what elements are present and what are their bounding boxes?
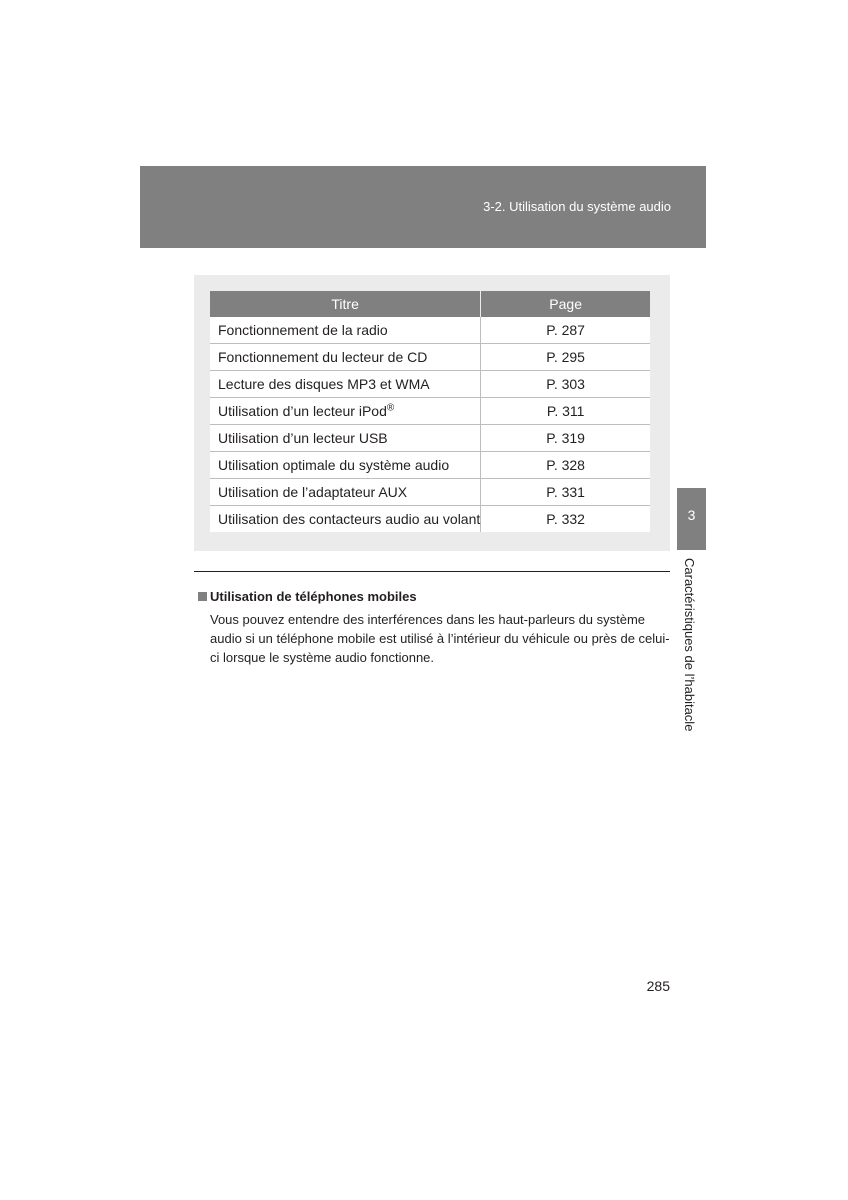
table-header-row (210, 291, 650, 317)
chapter-title-vertical: Caractéristiques de l’habitacle (682, 558, 697, 732)
row-title: Utilisation d’un lecteur USB (210, 425, 481, 452)
column-header-page: Page (481, 291, 650, 317)
table-row (210, 452, 650, 479)
note-heading-text: Utilisation de téléphones mobiles (210, 589, 417, 604)
table-row (210, 479, 650, 506)
registered-mark: ® (386, 402, 395, 414)
row-page-ref[interactable]: P. 303 (481, 371, 650, 398)
section-header-bar (140, 166, 706, 248)
table-row (210, 425, 650, 452)
section-divider (194, 571, 670, 572)
square-bullet-icon (198, 592, 207, 601)
row-title-cell (210, 398, 481, 425)
row-title: Lecture des disques MP3 et WMA (210, 371, 481, 398)
row-page-ref[interactable]: P. 287 (481, 317, 650, 344)
row-page-ref[interactable]: P. 295 (481, 344, 650, 371)
note-body: Vous pouvez entendre des interférences dans les haut-parleurs du système audio si un téléphone mobile est utilisé à l’intérieur du véhicule ou près de celui-ci lorsque le système audio fonctionne. (210, 612, 670, 665)
table-row (210, 506, 650, 533)
note-heading (198, 589, 417, 604)
contents-panel (194, 275, 670, 551)
table-row (210, 398, 650, 425)
row-page-ref[interactable]: P. 332 (546, 511, 585, 527)
table-row (210, 371, 650, 398)
row-page-ref[interactable]: P. 319 (481, 425, 650, 452)
table-row (210, 344, 650, 371)
contents-table (210, 291, 650, 532)
chapter-tab[interactable] (677, 488, 706, 550)
page-number: 285 (646, 978, 670, 994)
row-title: Utilisation de l’adaptateur AUX (210, 479, 481, 506)
row-title: Fonctionnement du lecteur de CD (210, 344, 481, 371)
row-title: Fonctionnement de la radio (210, 317, 481, 344)
row-page-ref[interactable]: P. 328 (481, 452, 650, 479)
section-title: 3-2. Utilisation du système audio (483, 199, 671, 214)
table-row (210, 317, 650, 344)
row-page-ref[interactable]: P. 331 (481, 479, 650, 506)
chapter-number: 3 (687, 507, 696, 523)
column-header-title: Titre (210, 291, 481, 317)
row-title: Utilisation d’un lecteur iPod (218, 403, 387, 419)
row-page-ref[interactable]: P. 311 (481, 398, 650, 425)
row-title: Utilisation optimale du système audio (210, 452, 481, 479)
row-title: Utilisation des contacteurs audio au volant (210, 506, 481, 533)
